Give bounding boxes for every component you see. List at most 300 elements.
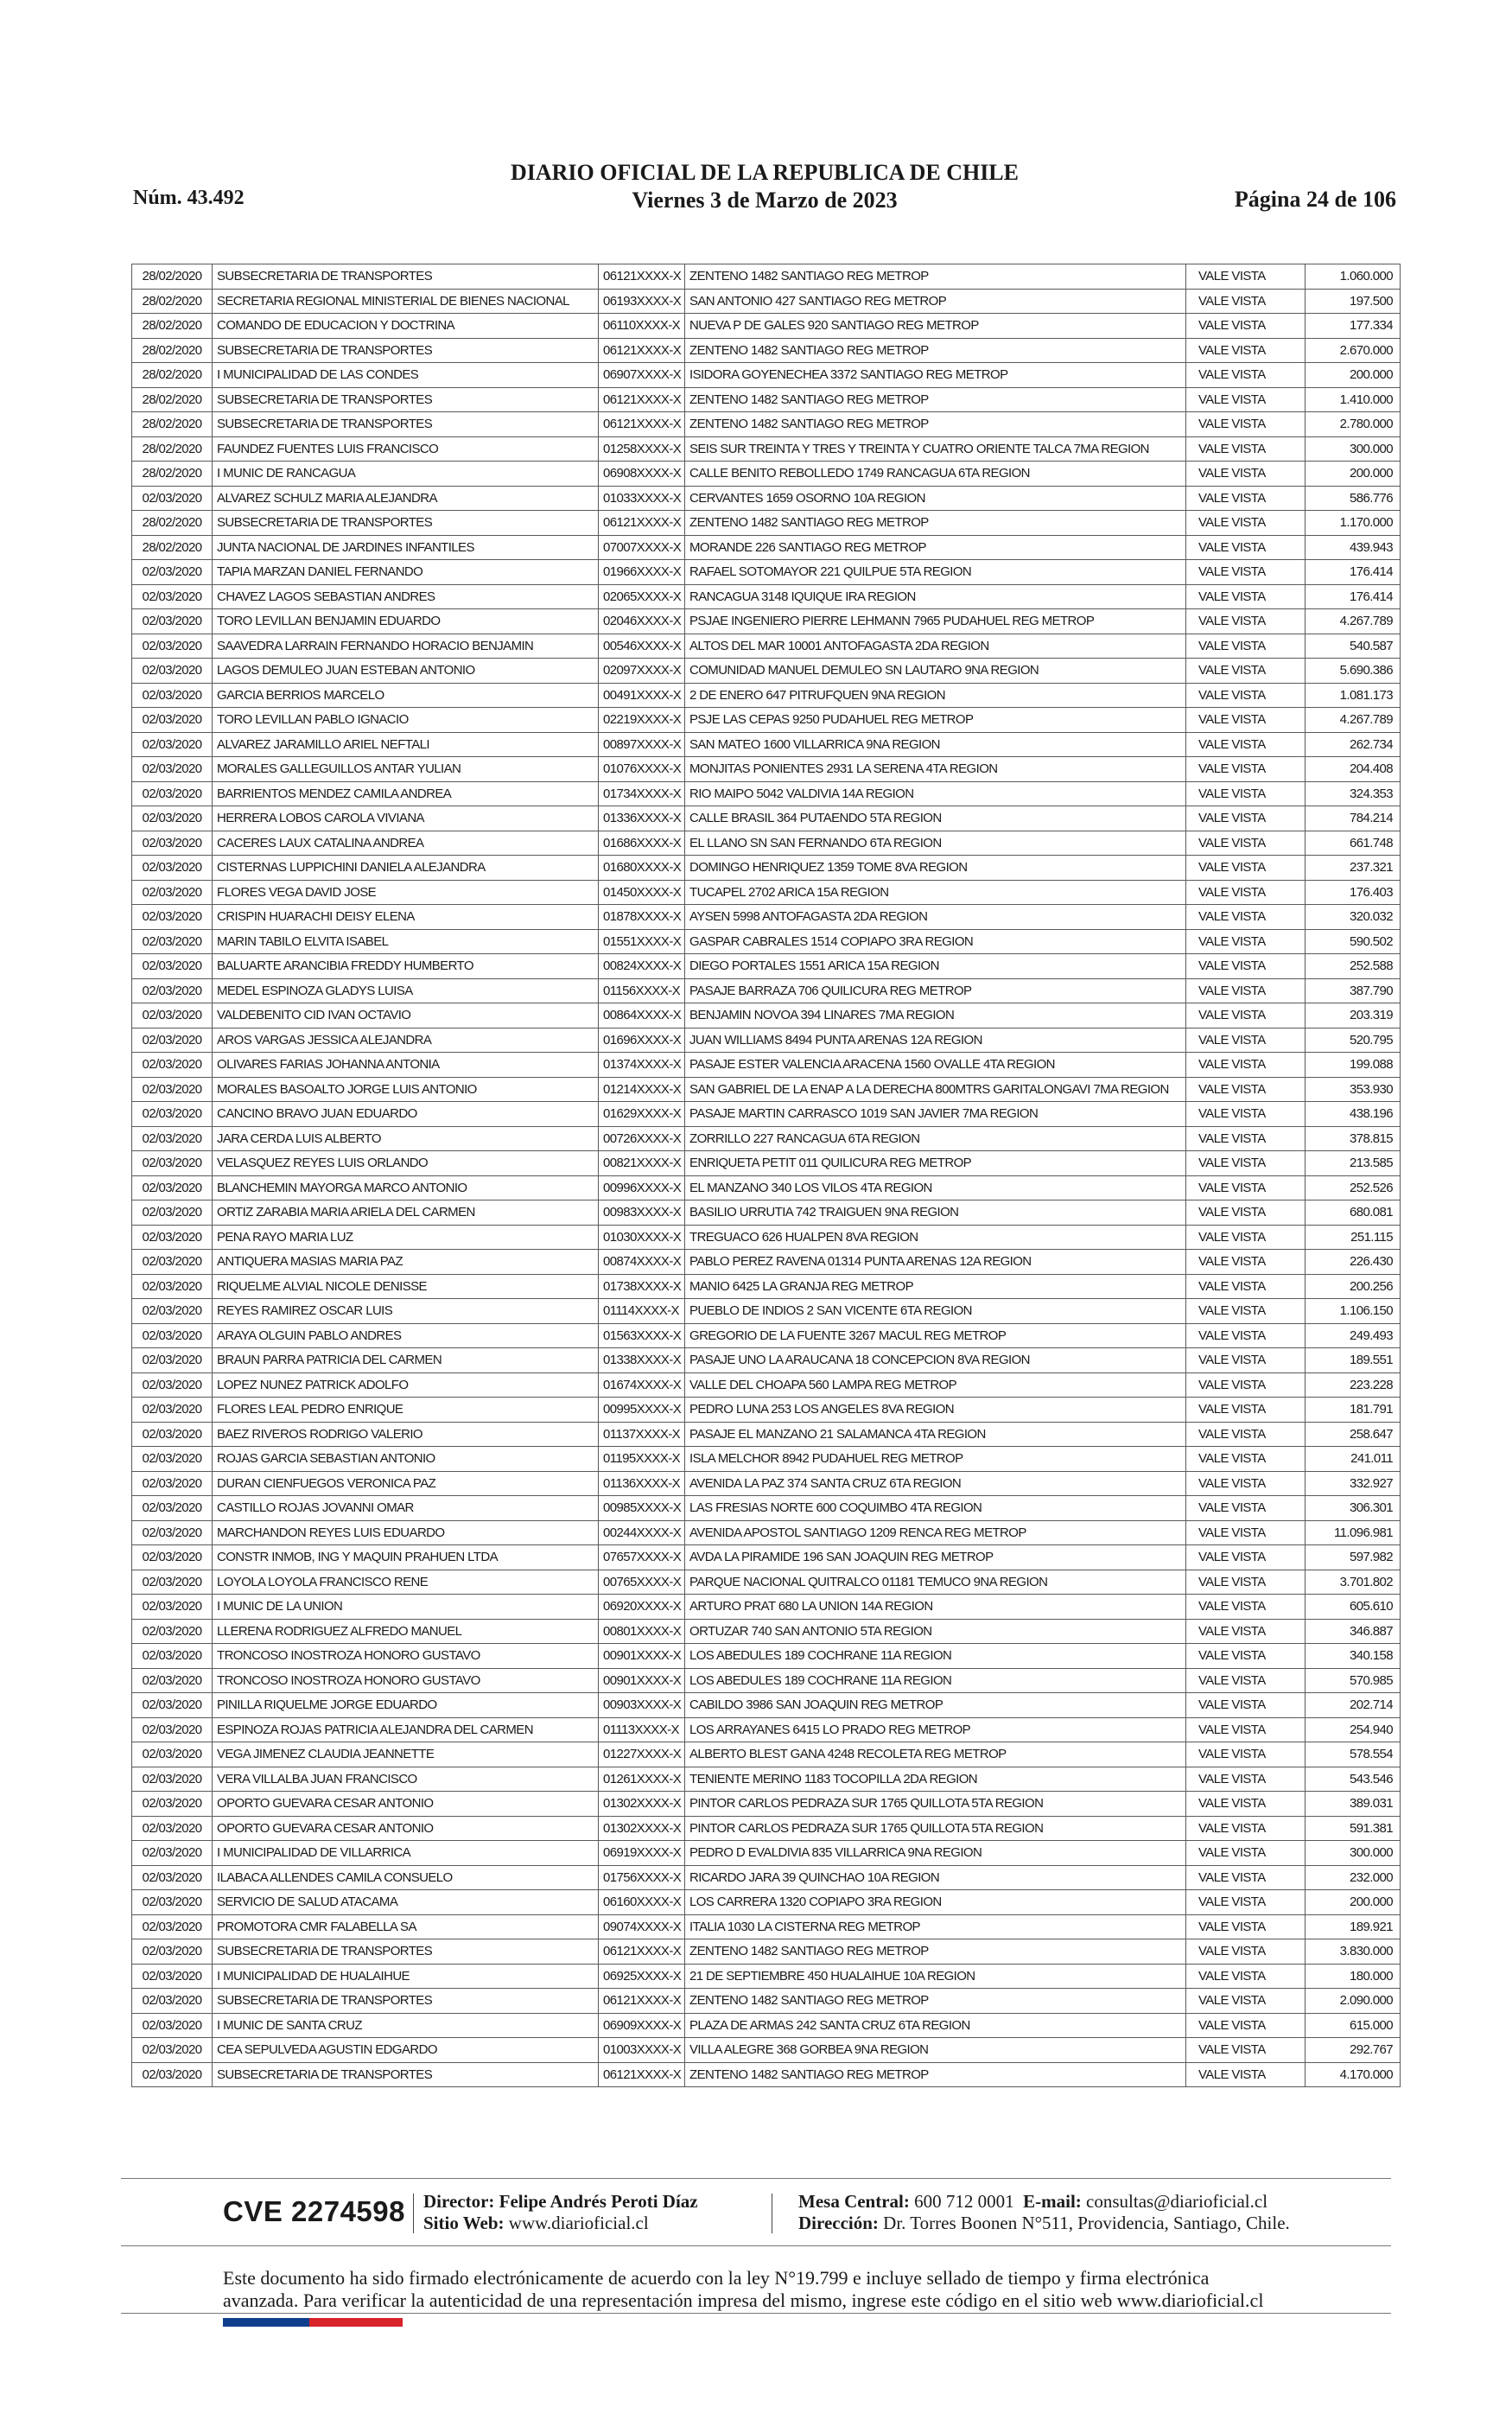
table-row (132, 486, 1401, 511)
payment-date-cell: 02/03/2020 (132, 2038, 213, 2063)
payment-date-cell: 02/03/2020 (132, 1914, 213, 1939)
payment-date-cell: 02/03/2020 (132, 609, 213, 634)
payment-date-cell: 02/03/2020 (132, 2013, 213, 2038)
rut-cell: 00897XXXX-X (599, 732, 685, 757)
amount-cell: 199.088 (1306, 1053, 1401, 1078)
beneficiary-name-cell: TORO LEVILLAN BENJAMIN EDUARDO (213, 609, 599, 634)
address-cell: EL MANZANO 340 LOS VILOS 4TA REGION (685, 1175, 1186, 1200)
beneficiary-name-cell: TAPIA MARZAN DANIEL FERNANDO (213, 560, 599, 585)
rut-cell: 01114XXXX-X (599, 1299, 685, 1324)
payment-date-cell: 02/03/2020 (132, 1003, 213, 1028)
payment-type-cell: VALE VISTA (1186, 511, 1306, 536)
payment-date-cell: 02/03/2020 (132, 1841, 213, 1866)
address-cell: BENJAMIN NOVOA 394 LINARES 7MA REGION (685, 1003, 1186, 1028)
beneficiary-name-cell: JUNTA NACIONAL DE JARDINES INFANTILES (213, 535, 599, 560)
beneficiary-name-cell: MARCHANDON REYES LUIS EDUARDO (213, 1520, 599, 1545)
payment-type-cell: VALE VISTA (1186, 2062, 1306, 2087)
rut-cell: 00726XXXX-X (599, 1126, 685, 1151)
beneficiary-name-cell: ANTIQUERA MASIAS MARIA PAZ (213, 1250, 599, 1275)
rut-cell: 00546XXXX-X (599, 634, 685, 659)
table-row (132, 1151, 1401, 1176)
address-cell: COMUNIDAD MANUEL DEMULEO SN LAUTARO 9NA REGION (685, 659, 1186, 684)
mesa-label: Mesa Central: (798, 2191, 910, 2212)
amount-cell: 438.196 (1306, 1102, 1401, 1127)
table-row (132, 436, 1401, 462)
beneficiary-name-cell: SUBSECRETARIA DE TRANSPORTES (213, 387, 599, 412)
payment-date-cell: 02/03/2020 (132, 1175, 213, 1200)
payment-type-cell: VALE VISTA (1186, 856, 1306, 881)
email-link[interactable]: consultas@diarioficial.cl (1086, 2191, 1268, 2212)
beneficiary-name-cell: ALVAREZ SCHULZ MARIA ALEJANDRA (213, 486, 599, 511)
table-row (132, 1372, 1401, 1398)
payment-type-cell: VALE VISTA (1186, 363, 1306, 388)
payment-type-cell: VALE VISTA (1186, 560, 1306, 585)
payment-date-cell: 02/03/2020 (132, 1348, 213, 1373)
table-row (132, 1028, 1401, 1053)
address-cell: RIO MAIPO 5042 VALDIVIA 14A REGION (685, 781, 1186, 806)
beneficiary-name-cell: FLORES VEGA DAVID JOSE (213, 880, 599, 905)
beneficiary-name-cell: CHAVEZ LAGOS SEBASTIAN ANDRES (213, 584, 599, 609)
address-cell: AYSEN 5998 ANTOFAGASTA 2DA REGION (685, 905, 1186, 930)
beneficiary-name-cell: PINILLA RIQUELME JORGE EDUARDO (213, 1693, 599, 1718)
table-row (132, 535, 1401, 560)
beneficiary-name-cell: ESPINOZA ROJAS PATRICIA ALEJANDRA DEL CARMEN (213, 1717, 599, 1742)
payment-type-cell: VALE VISTA (1186, 289, 1306, 314)
table-row (132, 659, 1401, 684)
rut-cell: 01195XXXX-X (599, 1447, 685, 1472)
payment-type-cell: VALE VISTA (1186, 462, 1306, 487)
payment-type-cell: VALE VISTA (1186, 954, 1306, 979)
amount-cell: 237.321 (1306, 856, 1401, 881)
table-row (132, 1471, 1401, 1496)
address-cell: ISIDORA GOYENECHEA 3372 SANTIAGO REG METROP (685, 363, 1186, 388)
payment-date-cell: 02/03/2020 (132, 584, 213, 609)
payment-date-cell: 02/03/2020 (132, 1323, 213, 1348)
payment-date-cell: 02/03/2020 (132, 1274, 213, 1299)
table-row (132, 1619, 1401, 1644)
amount-cell: 177.334 (1306, 314, 1401, 339)
contact-line (798, 2191, 1267, 2213)
address-cell: DOMINGO HENRIQUEZ 1359 TOME 8VA REGION (685, 856, 1186, 881)
payment-type-cell: VALE VISTA (1186, 264, 1306, 290)
payment-date-cell: 02/03/2020 (132, 1225, 213, 1250)
beneficiary-name-cell: LLERENA RODRIGUEZ ALFREDO MANUEL (213, 1619, 599, 1644)
rut-cell: 06121XXXX-X (599, 2062, 685, 2087)
payment-type-cell: VALE VISTA (1186, 609, 1306, 634)
beneficiary-name-cell: GARCIA BERRIOS MARCELO (213, 683, 599, 708)
address-cell: RICARDO JARA 39 QUINCHAO 10A REGION (685, 1865, 1186, 1890)
table-row (132, 1792, 1401, 1817)
address-cell: PASAJE ESTER VALENCIA ARACENA 1560 OVALLE 4TA REGION (685, 1053, 1186, 1078)
payment-date-cell: 02/03/2020 (132, 1422, 213, 1447)
address-cell: EL LLANO SN SAN FERNANDO 6TA REGION (685, 831, 1186, 856)
director-name: Felipe Andrés Peroti Díaz (499, 2191, 698, 2212)
rut-cell: 01003XXXX-X (599, 2038, 685, 2063)
beneficiary-name-cell: FAUNDEZ FUENTES LUIS FRANCISCO (213, 436, 599, 462)
payment-date-cell: 02/03/2020 (132, 929, 213, 954)
address-cell: ORTUZAR 740 SAN ANTONIO 5TA REGION (685, 1619, 1186, 1644)
address-cell: NUEVA P DE GALES 920 SANTIAGO REG METROP (685, 314, 1186, 339)
amount-cell: 249.493 (1306, 1323, 1401, 1348)
amount-cell: 439.943 (1306, 535, 1401, 560)
rut-cell: 01338XXXX-X (599, 1348, 685, 1373)
payment-type-cell: VALE VISTA (1186, 1422, 1306, 1447)
rut-cell: 01374XXXX-X (599, 1053, 685, 1078)
rut-cell: 06920XXXX-X (599, 1595, 685, 1620)
payment-date-cell: 02/03/2020 (132, 757, 213, 782)
amount-cell: 200.256 (1306, 1274, 1401, 1299)
amount-cell: 203.319 (1306, 1003, 1401, 1028)
table-row (132, 1693, 1401, 1718)
rut-cell: 06121XXXX-X (599, 338, 685, 363)
table-row (132, 856, 1401, 881)
rut-cell: 01450XXXX-X (599, 880, 685, 905)
rut-cell: 06121XXXX-X (599, 412, 685, 437)
rut-cell: 02219XXXX-X (599, 708, 685, 733)
amount-cell: 784.214 (1306, 806, 1401, 831)
website-line (423, 2213, 649, 2234)
amount-cell: 4.267.789 (1306, 708, 1401, 733)
page-number: Página 24 de 106 (1234, 187, 1396, 212)
beneficiary-name-cell: LAGOS DEMULEO JUAN ESTEBAN ANTONIO (213, 659, 599, 684)
payment-date-cell: 02/03/2020 (132, 1742, 213, 1767)
beneficiary-name-cell: OPORTO GUEVARA CESAR ANTONIO (213, 1816, 599, 1841)
beneficiary-name-cell: SAAVEDRA LARRAIN FERNANDO HORACIO BENJAMIN (213, 634, 599, 659)
rut-cell: 07657XXXX-X (599, 1545, 685, 1570)
amount-cell: 189.921 (1306, 1914, 1401, 1939)
footer-divider-final (121, 2313, 1391, 2314)
address-cell: AVDA LA PIRAMIDE 196 SAN JOAQUIN REG METROP (685, 1545, 1186, 1570)
table-row (132, 1816, 1401, 1841)
address-cell: ZENTENO 1482 SANTIAGO REG METROP (685, 2062, 1186, 2087)
payment-type-cell: VALE VISTA (1186, 1028, 1306, 1053)
payment-date-cell: 02/03/2020 (132, 1644, 213, 1669)
payment-date-cell: 02/03/2020 (132, 1151, 213, 1176)
amount-cell: 389.031 (1306, 1792, 1401, 1817)
rut-cell: 00491XXXX-X (599, 683, 685, 708)
payment-type-cell: VALE VISTA (1186, 1890, 1306, 1915)
address-cell: PASAJE MARTIN CARRASCO 1019 SAN JAVIER 7MA REGION (685, 1102, 1186, 1127)
table-row (132, 609, 1401, 634)
beneficiary-name-cell: MORALES GALLEGUILLOS ANTAR YULIAN (213, 757, 599, 782)
beneficiary-name-cell: MARIN TABILO ELVITA ISABEL (213, 929, 599, 954)
payment-date-cell: 02/03/2020 (132, 1767, 213, 1792)
beneficiary-name-cell: I MUNICIPALIDAD DE VILLARRICA (213, 1841, 599, 1866)
payment-date-cell: 02/03/2020 (132, 1299, 213, 1324)
address-cell: ZENTENO 1482 SANTIAGO REG METROP (685, 338, 1186, 363)
amount-cell: 680.081 (1306, 1200, 1401, 1226)
website-link[interactable]: www.diarioficial.cl (508, 2213, 649, 2233)
amount-cell: 200.000 (1306, 462, 1401, 487)
payment-type-cell: VALE VISTA (1186, 1767, 1306, 1792)
table-row (132, 1767, 1401, 1792)
newspaper-title: DIARIO OFICIAL DE LA REPUBLICA DE CHILE (510, 160, 1019, 185)
beneficiary-name-cell: BARRIENTOS MENDEZ CAMILA ANDREA (213, 781, 599, 806)
payment-date-cell: 28/02/2020 (132, 363, 213, 388)
signature-notice (223, 2267, 1303, 2312)
rut-cell: 07007XXXX-X (599, 535, 685, 560)
cve-code: CVE 2274598 (223, 2195, 405, 2227)
address-cell: ITALIA 1030 LA CISTERNA REG METROP (685, 1914, 1186, 1939)
payment-type-cell: VALE VISTA (1186, 634, 1306, 659)
table-row (132, 1200, 1401, 1226)
amount-cell: 3.701.802 (1306, 1570, 1401, 1595)
payment-type-cell: VALE VISTA (1186, 1545, 1306, 1570)
address-cell: ZENTENO 1482 SANTIAGO REG METROP (685, 387, 1186, 412)
footer-divider-bottom (121, 2245, 1391, 2246)
address-cell: ZENTENO 1482 SANTIAGO REG METROP (685, 1989, 1186, 2014)
beneficiary-name-cell: SUBSECRETARIA DE TRANSPORTES (213, 338, 599, 363)
rut-cell: 01680XXXX-X (599, 856, 685, 881)
address-label: Dirección: (798, 2213, 879, 2233)
payment-type-cell: VALE VISTA (1186, 1225, 1306, 1250)
table-row (132, 462, 1401, 487)
address-cell: GREGORIO DE LA FUENTE 3267 MACUL REG METROP (685, 1323, 1186, 1348)
address-cell: PUEBLO DE INDIOS 2 SAN VICENTE 6TA REGION (685, 1299, 1186, 1324)
amount-cell: 204.408 (1306, 757, 1401, 782)
beneficiary-name-cell: BALUARTE ARANCIBIA FREDDY HUMBERTO (213, 954, 599, 979)
payment-date-cell: 02/03/2020 (132, 486, 213, 511)
address-cell: PARQUE NACIONAL QUITRALCO 01181 TEMUCO 9NA REGION (685, 1570, 1186, 1595)
payment-type-cell: VALE VISTA (1186, 387, 1306, 412)
payment-type-cell: VALE VISTA (1186, 1964, 1306, 1989)
address-cell: LOS CARRERA 1320 COPIAPO 3RA REGION (685, 1890, 1186, 1915)
address-cell: LOS ABEDULES 189 COCHRANE 11A REGION (685, 1644, 1186, 1669)
address-cell: SAN ANTONIO 427 SANTIAGO REG METROP (685, 289, 1186, 314)
payment-type-cell: VALE VISTA (1186, 1102, 1306, 1127)
payment-date-cell: 02/03/2020 (132, 1570, 213, 1595)
amount-cell: 181.791 (1306, 1398, 1401, 1423)
beneficiary-name-cell: OPORTO GUEVARA CESAR ANTONIO (213, 1792, 599, 1817)
table-row (132, 1447, 1401, 1472)
address-cell: ALTOS DEL MAR 10001 ANTOFAGASTA 2DA REGION (685, 634, 1186, 659)
email-label: E-mail: (1023, 2191, 1082, 2212)
rut-cell: 00765XXXX-X (599, 1570, 685, 1595)
payment-date-cell: 02/03/2020 (132, 683, 213, 708)
rut-cell: 01734XXXX-X (599, 781, 685, 806)
table-row (132, 314, 1401, 339)
table-row (132, 1717, 1401, 1742)
beneficiary-name-cell: ALVAREZ JARAMILLO ARIEL NEFTALI (213, 732, 599, 757)
payment-type-cell: VALE VISTA (1186, 1570, 1306, 1595)
payment-date-cell: 02/03/2020 (132, 1890, 213, 1915)
address-cell: MONJITAS PONIENTES 2931 LA SERENA 4TA REGION (685, 757, 1186, 782)
table-row (132, 732, 1401, 757)
rut-cell: 00903XXXX-X (599, 1693, 685, 1718)
address-cell: LOS ARRAYANES 6415 LO PRADO REG METROP (685, 1717, 1186, 1742)
amount-cell: 306.301 (1306, 1496, 1401, 1521)
payment-type-cell: VALE VISTA (1186, 1595, 1306, 1620)
payment-date-cell: 02/03/2020 (132, 1077, 213, 1102)
table-row (132, 560, 1401, 585)
payment-date-cell: 28/02/2020 (132, 436, 213, 462)
table-row (132, 264, 1401, 290)
payment-type-cell: VALE VISTA (1186, 314, 1306, 339)
rut-cell: 00985XXXX-X (599, 1496, 685, 1521)
table-row (132, 806, 1401, 831)
payment-type-cell: VALE VISTA (1186, 1914, 1306, 1939)
payment-type-cell: VALE VISTA (1186, 535, 1306, 560)
rut-cell: 06110XXXX-X (599, 314, 685, 339)
amount-cell: 3.830.000 (1306, 1939, 1401, 1965)
payment-date-cell: 02/03/2020 (132, 1200, 213, 1226)
table-row (132, 781, 1401, 806)
payment-date-cell: 28/02/2020 (132, 289, 213, 314)
table-row (132, 1644, 1401, 1669)
flag-stripe-red (309, 2318, 403, 2327)
beneficiary-name-cell: ROJAS GARCIA SEBASTIAN ANTONIO (213, 1447, 599, 1472)
payment-date-cell: 02/03/2020 (132, 1028, 213, 1053)
rut-cell: 01738XXXX-X (599, 1274, 685, 1299)
beneficiary-name-cell: I MUNICIPALIDAD DE LAS CONDES (213, 363, 599, 388)
rut-cell: 06160XXXX-X (599, 1890, 685, 1915)
address-cell: PEDRO D EVALDIVIA 835 VILLARRICA 9NA REGION (685, 1841, 1186, 1866)
beneficiary-name-cell: TRONCOSO INOSTROZA HONORO GUSTAVO (213, 1644, 599, 1669)
table-row (132, 708, 1401, 733)
table-row (132, 978, 1401, 1003)
amount-cell: 543.546 (1306, 1767, 1401, 1792)
payment-type-cell: VALE VISTA (1186, 1939, 1306, 1965)
rut-cell: 01336XXXX-X (599, 806, 685, 831)
address-cell: ZENTENO 1482 SANTIAGO REG METROP (685, 264, 1186, 290)
payment-date-cell: 02/03/2020 (132, 1792, 213, 1817)
address-cell: PABLO PEREZ RAVENA 01314 PUNTA ARENAS 12A REGION (685, 1250, 1186, 1275)
address-cell: ZENTENO 1482 SANTIAGO REG METROP (685, 412, 1186, 437)
rut-cell: 01030XXXX-X (599, 1225, 685, 1250)
beneficiary-name-cell: FLORES LEAL PEDRO ENRIQUE (213, 1398, 599, 1423)
payment-type-cell: VALE VISTA (1186, 732, 1306, 757)
payment-type-cell: VALE VISTA (1186, 806, 1306, 831)
address-cell: ZENTENO 1482 SANTIAGO REG METROP (685, 1939, 1186, 1965)
address-cell: MORANDE 226 SANTIAGO REG METROP (685, 535, 1186, 560)
amount-cell: 241.011 (1306, 1447, 1401, 1472)
table-row (132, 1742, 1401, 1767)
payment-type-cell: VALE VISTA (1186, 1520, 1306, 1545)
payment-type-cell: VALE VISTA (1186, 1151, 1306, 1176)
beneficiary-name-cell: SUBSECRETARIA DE TRANSPORTES (213, 412, 599, 437)
amount-cell: 597.982 (1306, 1545, 1401, 1570)
beneficiary-name-cell: MEDEL ESPINOZA GLADYS LUISA (213, 978, 599, 1003)
address-cell: PSJAE INGENIERO PIERRE LEHMANN 7965 PUDAHUEL REG METROP (685, 609, 1186, 634)
amount-cell: 254.940 (1306, 1717, 1401, 1742)
amount-cell: 200.000 (1306, 363, 1401, 388)
table-row (132, 905, 1401, 930)
notice-line-2: avanzada. Para verificar la autenticidad de una representación impresa del mismo, ingrese este código en el sitio web www.diarioficial.cl (223, 2289, 1264, 2311)
beneficiary-name-cell: CACERES LAUX CATALINA ANDREA (213, 831, 599, 856)
table-row (132, 387, 1401, 412)
payments-table-body (132, 264, 1401, 2087)
rut-cell: 00983XXXX-X (599, 1200, 685, 1226)
beneficiary-name-cell: LOPEZ NUNEZ PATRICK ADOLFO (213, 1372, 599, 1398)
payment-date-cell: 02/03/2020 (132, 634, 213, 659)
address-cell: MANIO 6425 LA GRANJA REG METROP (685, 1274, 1186, 1299)
rut-cell: 01258XXXX-X (599, 436, 685, 462)
table-row (132, 1668, 1401, 1693)
amount-cell: 292.767 (1306, 2038, 1401, 2063)
table-row (132, 1496, 1401, 1521)
table-row (132, 1520, 1401, 1545)
amount-cell: 251.115 (1306, 1225, 1401, 1250)
payment-type-cell: VALE VISTA (1186, 929, 1306, 954)
table-row (132, 1126, 1401, 1151)
rut-cell: 00901XXXX-X (599, 1668, 685, 1693)
payment-type-cell: VALE VISTA (1186, 1348, 1306, 1373)
beneficiary-name-cell: ARAYA OLGUIN PABLO ANDRES (213, 1323, 599, 1348)
payment-date-cell: 02/03/2020 (132, 781, 213, 806)
beneficiary-name-cell: COMANDO DE EDUCACION Y DOCTRINA (213, 314, 599, 339)
table-row (132, 831, 1401, 856)
amount-cell: 4.170.000 (1306, 2062, 1401, 2087)
address-cell: PEDRO LUNA 253 LOS ANGELES 8VA REGION (685, 1398, 1186, 1423)
rut-cell: 01563XXXX-X (599, 1323, 685, 1348)
flag-stripe-blue (223, 2318, 309, 2327)
beneficiary-name-cell: CISTERNAS LUPPICHINI DANIELA ALEJANDRA (213, 856, 599, 881)
amount-cell: 262.734 (1306, 732, 1401, 757)
table-row (132, 584, 1401, 609)
amount-cell: 661.748 (1306, 831, 1401, 856)
table-row (132, 757, 1401, 782)
payment-type-cell: VALE VISTA (1186, 659, 1306, 684)
amount-cell: 1.410.000 (1306, 387, 1401, 412)
amount-cell: 252.588 (1306, 954, 1401, 979)
payment-date-cell: 02/03/2020 (132, 1717, 213, 1742)
payment-date-cell: 02/03/2020 (132, 806, 213, 831)
table-row (132, 412, 1401, 437)
payment-date-cell: 02/03/2020 (132, 1102, 213, 1127)
amount-cell: 5.690.386 (1306, 659, 1401, 684)
amount-cell: 258.647 (1306, 1422, 1401, 1447)
payment-date-cell: 02/03/2020 (132, 1595, 213, 1620)
beneficiary-name-cell: SECRETARIA REGIONAL MINISTERIAL DE BIENES NACIONAL (213, 289, 599, 314)
issue-number: Núm. 43.492 (133, 187, 245, 209)
address-cell: VILLA ALEGRE 368 GORBEA 9NA REGION (685, 2038, 1186, 2063)
address-cell: PINTOR CARLOS PEDRAZA SUR 1765 QUILLOTA 5TA REGION (685, 1792, 1186, 1817)
payment-type-cell: VALE VISTA (1186, 1865, 1306, 1890)
beneficiary-name-cell: SUBSECRETARIA DE TRANSPORTES (213, 2062, 599, 2087)
table-row (132, 1274, 1401, 1299)
rut-cell: 01261XXXX-X (599, 1767, 685, 1792)
payment-date-cell: 02/03/2020 (132, 1693, 213, 1718)
payment-type-cell: VALE VISTA (1186, 1447, 1306, 1472)
rut-cell: 01137XXXX-X (599, 1422, 685, 1447)
table-row (132, 1003, 1401, 1028)
rut-cell: 06121XXXX-X (599, 511, 685, 536)
amount-cell: 176.414 (1306, 584, 1401, 609)
payment-date-cell: 28/02/2020 (132, 412, 213, 437)
address-line (798, 2213, 1290, 2234)
address-cell: PSJE LAS CEPAS 9250 PUDAHUEL REG METROP (685, 708, 1186, 733)
address-cell: AVENIDA LA PAZ 374 SANTA CRUZ 6TA REGION (685, 1471, 1186, 1496)
table-row (132, 1939, 1401, 1965)
address-cell: CALLE BRASIL 364 PUTAENDO 5TA REGION (685, 806, 1186, 831)
beneficiary-name-cell: CRISPIN HUARACHI DEISY ELENA (213, 905, 599, 930)
address-cell: LOS ABEDULES 189 COCHRANE 11A REGION (685, 1668, 1186, 1693)
payment-type-cell: VALE VISTA (1186, 1323, 1306, 1348)
beneficiary-name-cell: I MUNICIPALIDAD DE HUALAIHUE (213, 1964, 599, 1989)
beneficiary-name-cell: I MUNIC DE SANTA CRUZ (213, 2013, 599, 2038)
rut-cell: 01302XXXX-X (599, 1816, 685, 1841)
table-row (132, 1102, 1401, 1127)
rut-cell: 01076XXXX-X (599, 757, 685, 782)
amount-cell: 300.000 (1306, 1841, 1401, 1866)
rut-cell: 01227XXXX-X (599, 1742, 685, 1767)
rut-cell: 01629XXXX-X (599, 1102, 685, 1127)
table-row (132, 1225, 1401, 1250)
rut-cell: 06919XXXX-X (599, 1841, 685, 1866)
beneficiary-name-cell: ORTIZ ZARABIA MARIA ARIELA DEL CARMEN (213, 1200, 599, 1226)
rut-cell: 00874XXXX-X (599, 1250, 685, 1275)
footer-divider-top (121, 2178, 1391, 2179)
